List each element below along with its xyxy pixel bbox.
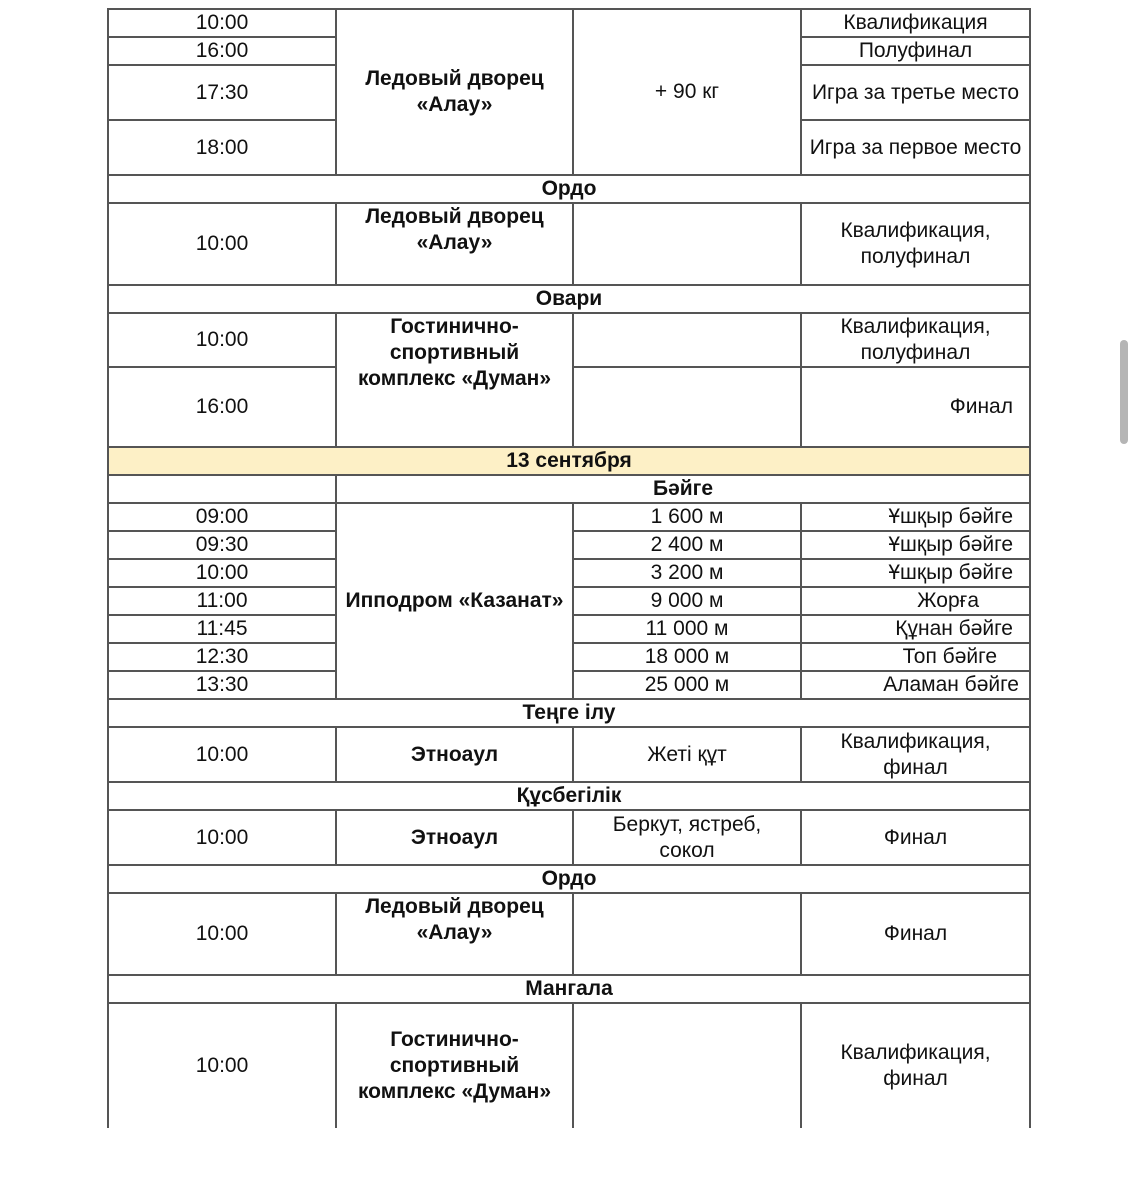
- race-cell: Топ бәйге: [801, 643, 1030, 671]
- table-row: [108, 313, 1030, 367]
- distance-cell: 11 000 м: [573, 615, 801, 643]
- venue-cell: Ипподром «Казанат»: [336, 503, 573, 699]
- distance-cell: 25 000 м: [573, 671, 801, 699]
- section-header-row: [108, 175, 1030, 203]
- category-cell: [573, 1003, 801, 1128]
- section-title: Теңге ілу: [108, 699, 1030, 727]
- schedule-table: [107, 8, 1031, 1128]
- category-cell: [573, 203, 801, 285]
- time-cell: 10:00: [108, 313, 336, 367]
- time-cell: 09:00: [108, 503, 336, 531]
- category-cell: [573, 367, 801, 447]
- stage-cell: Полуфинал: [801, 37, 1030, 65]
- table-row: [108, 1003, 1030, 1128]
- empty-cell: [108, 475, 336, 503]
- distance-cell: 9 000 м: [573, 587, 801, 615]
- section-header-row: [108, 865, 1030, 893]
- table-row: [108, 810, 1030, 865]
- venue-cell: Этноаул: [336, 727, 573, 782]
- time-cell: 10:00: [108, 9, 336, 37]
- time-cell: 10:00: [108, 1003, 336, 1128]
- time-cell: 09:30: [108, 531, 336, 559]
- race-cell: Ұшқыр бәйге: [801, 503, 1030, 531]
- time-cell: 16:00: [108, 37, 336, 65]
- stage-cell: Игра за первое место: [801, 120, 1030, 175]
- venue-cell: Этноаул: [336, 810, 573, 865]
- venue-cell: Гостинично-спортивный комплекс «Думан»: [336, 1003, 573, 1128]
- race-cell: Құнан бәйге: [801, 615, 1030, 643]
- table-row: [108, 893, 1030, 975]
- table-row: [108, 203, 1030, 285]
- time-cell: 10:00: [108, 559, 336, 587]
- category-cell: Жеті құт: [573, 727, 801, 782]
- race-cell: Аламан бәйге: [801, 671, 1030, 699]
- section-header-row: [108, 699, 1030, 727]
- time-cell: 10:00: [108, 727, 336, 782]
- section-title: Ордо: [108, 175, 1030, 203]
- section-title: Құсбегілік: [108, 782, 1030, 810]
- time-cell: 11:00: [108, 587, 336, 615]
- scrollbar-thumb[interactable]: [1120, 340, 1128, 444]
- time-cell: 13:30: [108, 671, 336, 699]
- category-cell: [573, 893, 801, 975]
- race-cell: Ұшқыр бәйге: [801, 531, 1030, 559]
- section-header-row: [108, 975, 1030, 1003]
- venue-cell: Ледовый дворец «Алау»: [336, 893, 573, 975]
- time-cell: 11:45: [108, 615, 336, 643]
- time-cell: 17:30: [108, 65, 336, 120]
- date-header: 13 сентября: [108, 447, 1030, 475]
- date-row: [108, 447, 1030, 475]
- time-cell: 12:30: [108, 643, 336, 671]
- time-cell: 16:00: [108, 367, 336, 447]
- stage-cell: Финал: [801, 893, 1030, 975]
- venue-cell: Ледовый дворец «Алау»: [336, 203, 573, 285]
- stage-cell: Игра за третье место: [801, 65, 1030, 120]
- stage-cell: Финал: [801, 367, 1030, 447]
- table-row: [108, 503, 1030, 531]
- section-header-row: [108, 782, 1030, 810]
- distance-cell: 3 200 м: [573, 559, 801, 587]
- stage-cell: Квалификация, полуфинал: [801, 203, 1030, 285]
- category-cell: Беркут, ястреб, сокол: [573, 810, 801, 865]
- table-row: [108, 727, 1030, 782]
- section-header-row: [108, 285, 1030, 313]
- section-title: Мангала: [108, 975, 1030, 1003]
- venue-cell: Ледовый дворец «Алау»: [336, 9, 573, 175]
- table-row: [108, 9, 1030, 37]
- venue-cell: Гостинично-спортивный комплекс «Думан»: [336, 313, 573, 447]
- race-cell: Ұшқыр бәйге: [801, 559, 1030, 587]
- distance-cell: 18 000 м: [573, 643, 801, 671]
- stage-cell: Квалификация, финал: [801, 727, 1030, 782]
- time-cell: 10:00: [108, 203, 336, 285]
- section-title: Бәйге: [336, 475, 1030, 503]
- category-cell: + 90 кг: [573, 9, 801, 175]
- section-title: Ордо: [108, 865, 1030, 893]
- distance-cell: 1 600 м: [573, 503, 801, 531]
- race-cell: Жорға: [801, 587, 1030, 615]
- section-header-row: [108, 475, 1030, 503]
- stage-cell: Финал: [801, 810, 1030, 865]
- stage-cell: Квалификация: [801, 9, 1030, 37]
- category-cell: [573, 313, 801, 367]
- time-cell: 10:00: [108, 893, 336, 975]
- stage-cell: Квалификация, финал: [801, 1003, 1030, 1128]
- distance-cell: 2 400 м: [573, 531, 801, 559]
- time-cell: 18:00: [108, 120, 336, 175]
- section-title: Овари: [108, 285, 1030, 313]
- time-cell: 10:00: [108, 810, 336, 865]
- stage-cell: Квалификация, полуфинал: [801, 313, 1030, 367]
